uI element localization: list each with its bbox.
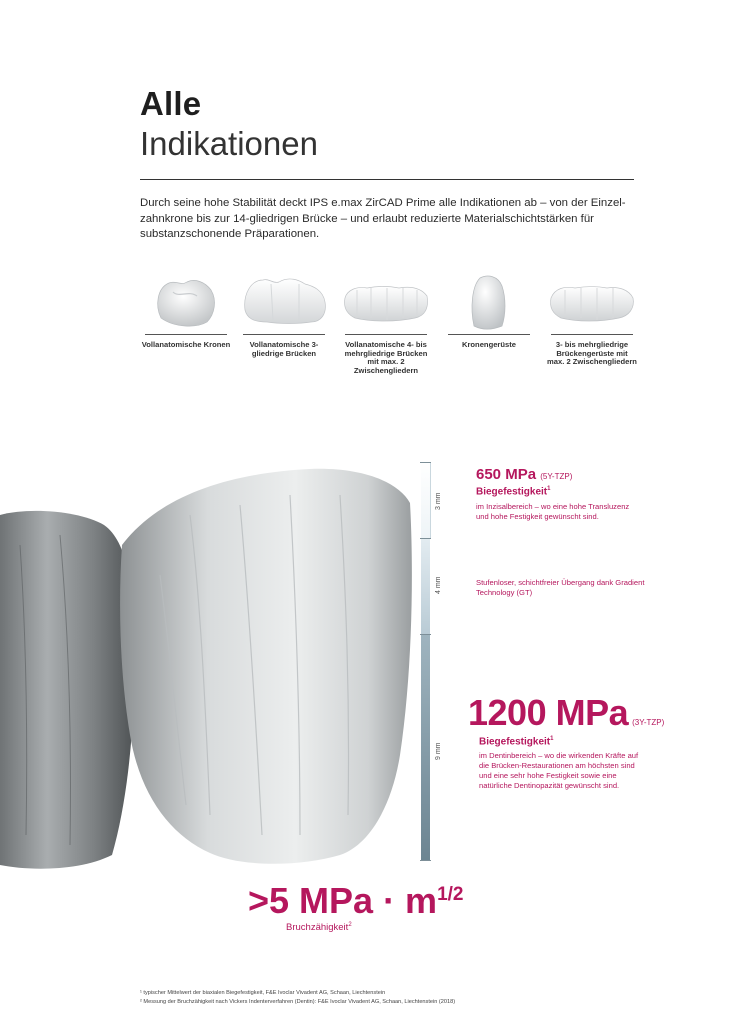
product-rule (145, 334, 227, 335)
incisal-label (476, 486, 550, 497)
scale-segment-transition (421, 538, 430, 634)
scale-tick (420, 538, 431, 539)
intro-paragraph: Durch seine hohe Stabilität deckt IPS e.max ZirCAD Prime alle Indikationen ab – von der Einzel-zahnkrone bis zur 14-gliedrigen Brücke – und erlaubt reduzierte Materialschichtstärken für substanzschonende Präparationen. (140, 197, 626, 240)
scale-label-4mm: 4 mm (435, 576, 442, 594)
fracture-toughness-value (248, 880, 464, 922)
dentin-description: im Dentinbereich – wo die wirkenden Kräfte auf die Brücken-Restaurationen am höchsten sind und eine sehr hohe Festigkeit sowie eine natürliche Dentinopazität gewünscht sind. (479, 751, 639, 790)
page-title-bold: Alle (140, 85, 202, 122)
scale-segment-dentin (421, 634, 430, 860)
fracture-label-text: Bruchzähigkeit (286, 922, 349, 934)
product-crown (141, 268, 231, 350)
incisal-strength-value (476, 466, 572, 483)
product-label: Kronengerüste (461, 340, 516, 349)
product-rule (345, 334, 427, 335)
fracture-toughness-label (286, 922, 352, 933)
product-label: 3- bis mehrgliedrige Brückengerüste mit max. 2 Zwischengliedern (547, 340, 637, 367)
scale-label-3mm: 3 mm (435, 492, 442, 510)
product-rule (448, 334, 530, 335)
bridge-closeup-image (0, 455, 420, 875)
dentin-type: (3Y-TZP) (632, 718, 665, 727)
bridge-3-image (239, 268, 329, 334)
dentin-label-text: Biegefestigkeit (479, 736, 551, 748)
incisal-type: (5Y-TZP) (540, 472, 573, 481)
product-bridge-framework (547, 268, 637, 367)
fracture-exponent: 1/2 (437, 884, 464, 905)
dentin-label-sup: 1 (550, 736, 554, 742)
incisal-value: 650 MPa (476, 466, 537, 483)
incisal-label-sup: 1 (547, 486, 551, 492)
scale-label-9mm: 9 mm (435, 742, 442, 760)
dentin-label (479, 736, 553, 747)
product-bridge-4 (341, 268, 431, 375)
incisal-label-text: Biegefestigkeit (476, 486, 548, 498)
product-rule (243, 334, 325, 335)
product-crown-framework (444, 268, 534, 350)
bridge-4-image (341, 268, 431, 334)
bridge-framework-image (547, 268, 637, 334)
crown-image (141, 268, 231, 334)
dentin-strength-value (468, 692, 664, 734)
crown-framework-image (444, 268, 534, 334)
footnote-2: ² Messung der Bruchzähigkeit nach Vickers Indenterverfahren (Dentin): F&E Ivoclar Vivadent AG, Schaan, Liechtenstein (2018) (140, 999, 456, 1005)
product-label: Vollanatomische 3-gliedrige Brücken (249, 340, 319, 358)
fracture-value: >5 MPa · m (248, 880, 438, 921)
fracture-label-sup: 2 (348, 922, 352, 928)
incisal-description: im Inzisalbereich – wo eine hohe Transluzenz und hohe Festigkeit gewünscht sind. (476, 502, 630, 521)
scale-tick (420, 462, 431, 463)
scale-tick (420, 860, 431, 861)
scale-segment-incisal (421, 462, 431, 538)
dentin-value: 1200 MPa (468, 692, 629, 733)
product-bridge-3 (239, 268, 329, 358)
footnote-1: ¹ typischer Mittelwert der biaxialen Biegefestigkeit, F&E Ivoclar Vivadent AG, Schaan, Liechtenstein (140, 990, 386, 996)
scale-tick (420, 634, 431, 635)
product-label: Vollanatomische 4- bis mehrgliedrige Brücken mit max. 2 Zwischengliedern (344, 340, 428, 375)
page-title-light: Indikationen (140, 125, 318, 162)
title-divider (140, 179, 634, 180)
product-rule (551, 334, 633, 335)
gradient-technology-note: Stufenloser, schichtfreier Übergang dank Gradient Technology (GT) (476, 578, 645, 597)
product-label: Vollanatomische Kronen (141, 340, 231, 349)
thickness-scale (421, 462, 442, 862)
